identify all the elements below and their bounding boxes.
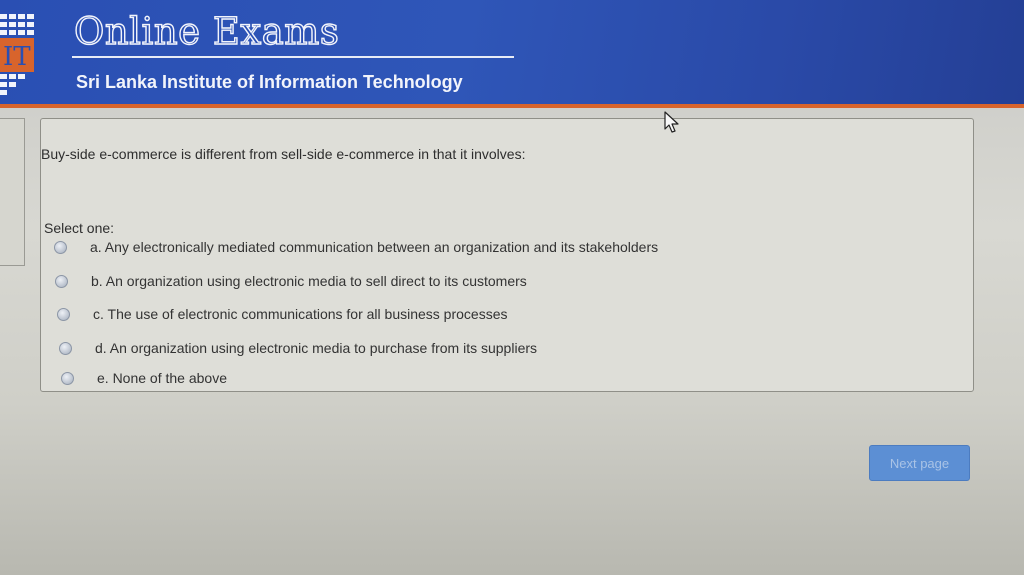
option-b[interactable] bbox=[55, 273, 527, 289]
institute-name: Sri Lanka Institute of Information Technology bbox=[76, 72, 463, 92]
question-card bbox=[40, 118, 974, 392]
radio-button[interactable] bbox=[57, 308, 70, 321]
option-label[interactable]: d. An organization using electronic media to purchase from its suppliers bbox=[95, 340, 538, 356]
title-divider bbox=[72, 56, 514, 58]
option-label[interactable]: e. None of the above bbox=[97, 370, 227, 386]
radio-button[interactable] bbox=[55, 275, 68, 288]
option-label[interactable]: a. Any electronically mediated communication between an organization and its stakeholders bbox=[90, 239, 659, 255]
question-text: Buy-side e-commerce is different from sell-side e-commerce in that it involves: bbox=[41, 146, 526, 162]
radio-button[interactable] bbox=[59, 342, 72, 355]
site-header bbox=[0, 0, 1024, 108]
option-d[interactable] bbox=[59, 340, 537, 356]
option-c[interactable] bbox=[57, 306, 508, 322]
question-nav-panel-edge bbox=[0, 118, 25, 266]
sliit-logo bbox=[0, 14, 36, 106]
option-label[interactable]: c. The use of electronic communications for all business processes bbox=[93, 306, 508, 322]
select-one-prompt: Select one: bbox=[44, 220, 115, 236]
option-a[interactable] bbox=[54, 239, 658, 255]
option-e[interactable] bbox=[61, 370, 227, 386]
svg-text:IT: IT bbox=[3, 42, 31, 72]
radio-button[interactable] bbox=[54, 241, 67, 254]
site-title: Online Exams bbox=[74, 10, 340, 53]
option-label[interactable]: b. An organization using electronic media to sell direct to its customers bbox=[91, 273, 527, 289]
next-page-button[interactable]: Next page bbox=[869, 445, 970, 481]
radio-button[interactable] bbox=[61, 372, 74, 385]
